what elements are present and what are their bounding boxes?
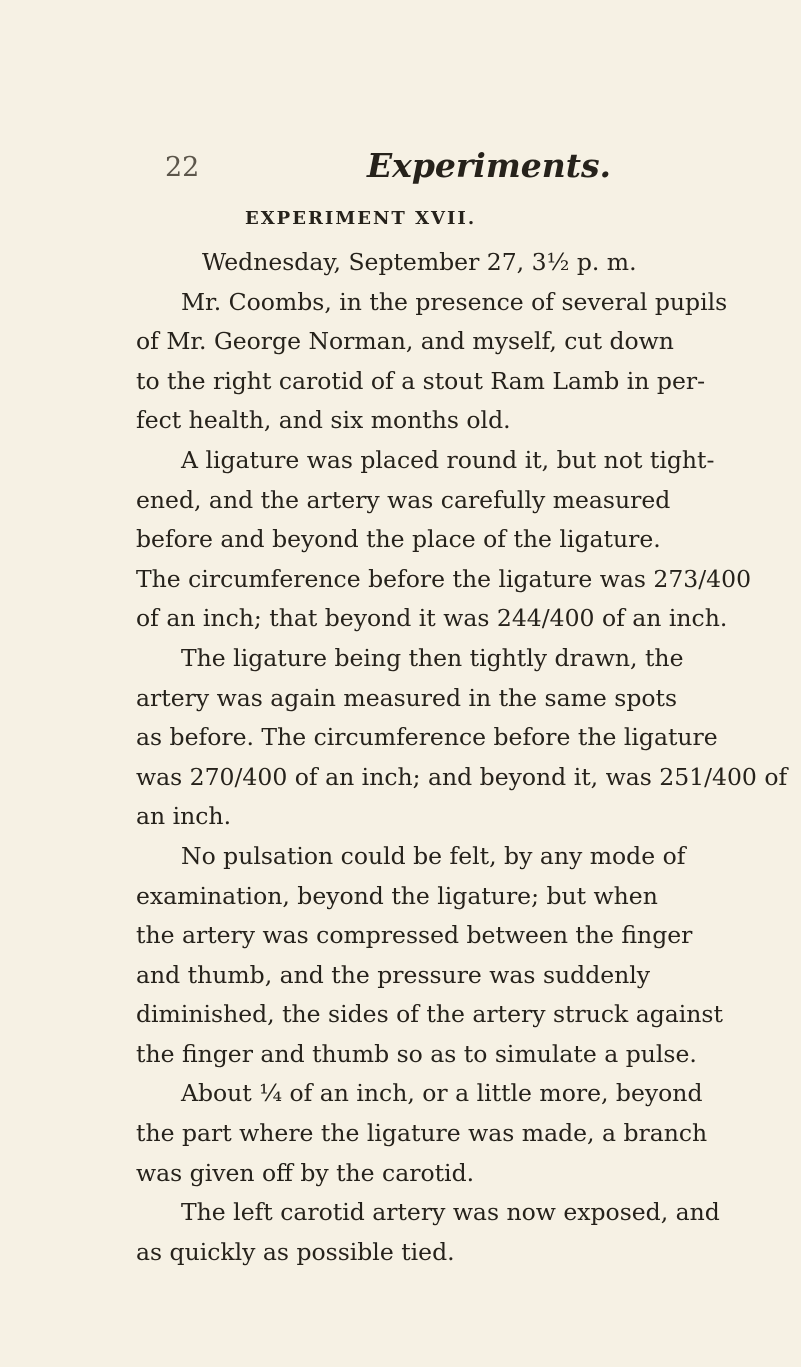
text-line: the finger and thumb so as to simulate a pulse.: [136, 1039, 697, 1068]
text-line: the artery was compressed between the finger: [136, 921, 693, 950]
text-line: of an inch; that beyond it was 244/400 of an inch.: [136, 604, 728, 633]
text-line: A ligature was placed round it, but not tight-: [181, 445, 715, 474]
text-line: fect health, and six months old.: [136, 406, 511, 435]
text-line: examination, beyond the ligature; but when: [136, 881, 658, 910]
text-line: Wednesday, September 27, 3½ p. m.: [202, 248, 637, 276]
text-line: was given off by the carotid.: [136, 1158, 475, 1187]
experiment-heading: EXPERIMENT XVII.: [245, 208, 477, 229]
text-line: was 270/400 of an inch; and beyond it, was 251/400 of: [136, 762, 788, 791]
text-line: ened, and the artery was carefully measured: [136, 485, 671, 514]
text-line: No pulsation could be felt, by any mode of: [181, 841, 686, 870]
text-line: of Mr. George Norman, and myself, cut down: [136, 327, 674, 356]
running-head: [0, 146, 801, 192]
text-line: The ligature being then tightly drawn, the: [181, 643, 684, 672]
running-title: Experiments.: [367, 146, 612, 185]
text-line: the part where the ligature was made, a branch: [136, 1119, 708, 1148]
text-line: The circumference before the ligature was 273/400: [136, 564, 752, 593]
text-line: as quickly as possible tied.: [136, 1237, 455, 1266]
text-line: The left carotid artery was now exposed, and: [181, 1198, 720, 1227]
page-number: 22: [165, 152, 200, 183]
text-line: as before. The circumference before the ligature: [136, 723, 718, 752]
text-line: before and beyond the place of the ligature.: [136, 525, 661, 554]
text-line: to the right carotid of a stout Ram Lamb in per-: [136, 366, 706, 395]
text-line: artery was again measured in the same spots: [136, 683, 678, 712]
body-text: [136, 243, 788, 1272]
text-line: About ¼ of an inch, or a little more, beyond: [181, 1079, 703, 1108]
text-line: Mr. Coombs, in the presence of several pupils: [181, 287, 728, 316]
text-line: an inch.: [136, 802, 232, 831]
text-line: and thumb, and the pressure was suddenly: [136, 960, 651, 989]
text-line: diminished, the sides of the artery struck against: [136, 1000, 723, 1029]
